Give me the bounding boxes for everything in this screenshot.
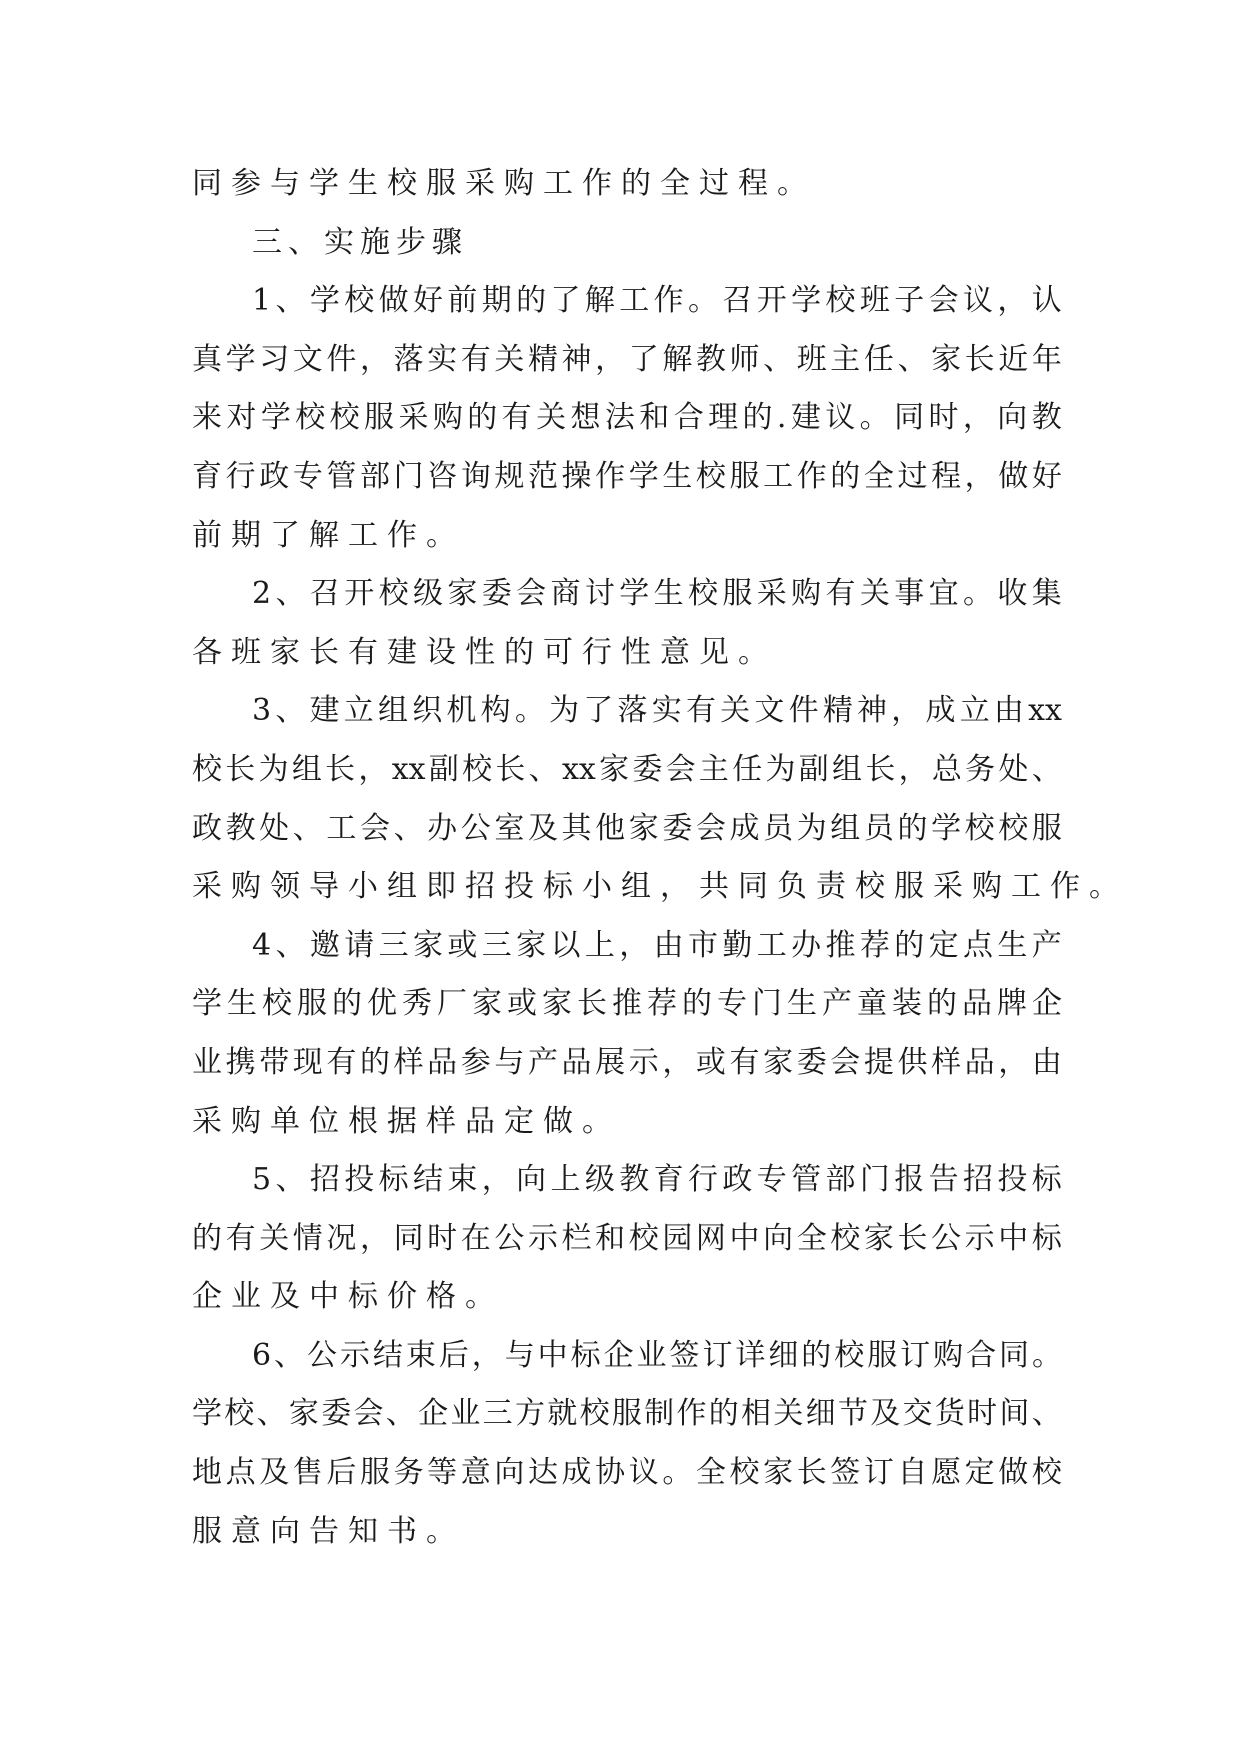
text-line: 前期了解工作。	[192, 517, 465, 553]
text-line: 政 教 处 、 工 会 、 办 公 室 及 其 他 家 委 会 成 员 为 组 员 的 学 校 校 服	[192, 810, 1062, 846]
text-line: 来 对 学 校 校 服 采 购 的 有 关 想 法 和 合 理 的 . 建 议 。 同 时 ， 向 教	[192, 400, 1062, 436]
text-line: 地 点 及 售 后 服 务 等 意 向 达 成 协 议 。 全 校 家 长 签 订 自 愿 定 做 校	[192, 1455, 1062, 1491]
text-line: 1 、 学 校 做 好 前 期 的 了 解 工 作 。 召 开 学 校 班 子 会 议 ， 认	[252, 283, 1062, 319]
text-line: 3 、 建 立 组 织 机 构 。 为 了 落 实 有 关 文 件 精 神 ， 成 立 由 xx	[252, 693, 1062, 729]
text-line: 5 、 招 投 标 结 束 ， 向 上 级 教 育 行 政 专 管 部 门 报 告 招 投 标	[252, 1162, 1062, 1198]
text-line: 采购单位根据样品定做。	[192, 1103, 621, 1139]
text-line: 育 行 政 专 管 部 门 咨 询 规 范 操 作 学 生 校 服 工 作 的 全 过 程 ， 做 好	[192, 458, 1062, 494]
text-line: 采购领导小组即招投标小组，共同负责校服采购工作。	[192, 869, 1128, 905]
text-line: 学 生 校 服 的 优 秀 厂 家 或 家 长 推 荐 的 专 门 生 产 童 装 的 品 牌 企	[192, 986, 1062, 1022]
text-line: 6 、 公 示 结 束 后 ， 与 中 标 企 业 签 订 详 细 的 校 服 订 购 合 同 。	[252, 1337, 1062, 1373]
text-line: 校 长 为 组 长 ， xx 副 校 长 、 xx 家 委 会 主 任 为 副 组 长 ， 总 务 处 、	[192, 751, 1062, 787]
text-line: 真 学 习 文 件 ， 落 实 有 关 精 神 ， 了 解 教 师 、 班 主 任 、 家 长 近 年	[192, 341, 1062, 377]
text-line: 4 、 邀 请 三 家 或 三 家 以 上 ， 由 市 勤 工 办 推 荐 的 定 点 生 产	[252, 927, 1062, 963]
section-heading: 三、实施步骤	[252, 224, 468, 260]
text-line: 服意向告知书。	[192, 1513, 465, 1549]
text-line: 2 、 召 开 校 级 家 委 会 商 讨 学 生 校 服 采 购 有 关 事 宜 。 收 集	[252, 576, 1062, 612]
document-body	[192, 155, 1128, 1561]
text-line: 业 携 带 现 有 的 样 品 参 与 产 品 展 示 ， 或 有 家 委 会 提 供 样 品 ， 由	[192, 1044, 1062, 1080]
text-line: 各班家长有建设性的可行性意见。	[192, 634, 777, 670]
text-line: 的 有 关 情 况 ， 同 时 在 公 示 栏 和 校 园 网 中 向 全 校 家 长 公 示 中 标	[192, 1220, 1062, 1256]
text-line: 企业及中标价格。	[192, 1279, 504, 1315]
text-line: 学 校 、 家 委 会 、 企 业 三 方 就 校 服 制 作 的 相 关 细 节 及 交 货 时 间 、	[192, 1396, 1062, 1432]
text-line: 同参与学生校服采购工作的全过程。	[192, 166, 816, 201]
